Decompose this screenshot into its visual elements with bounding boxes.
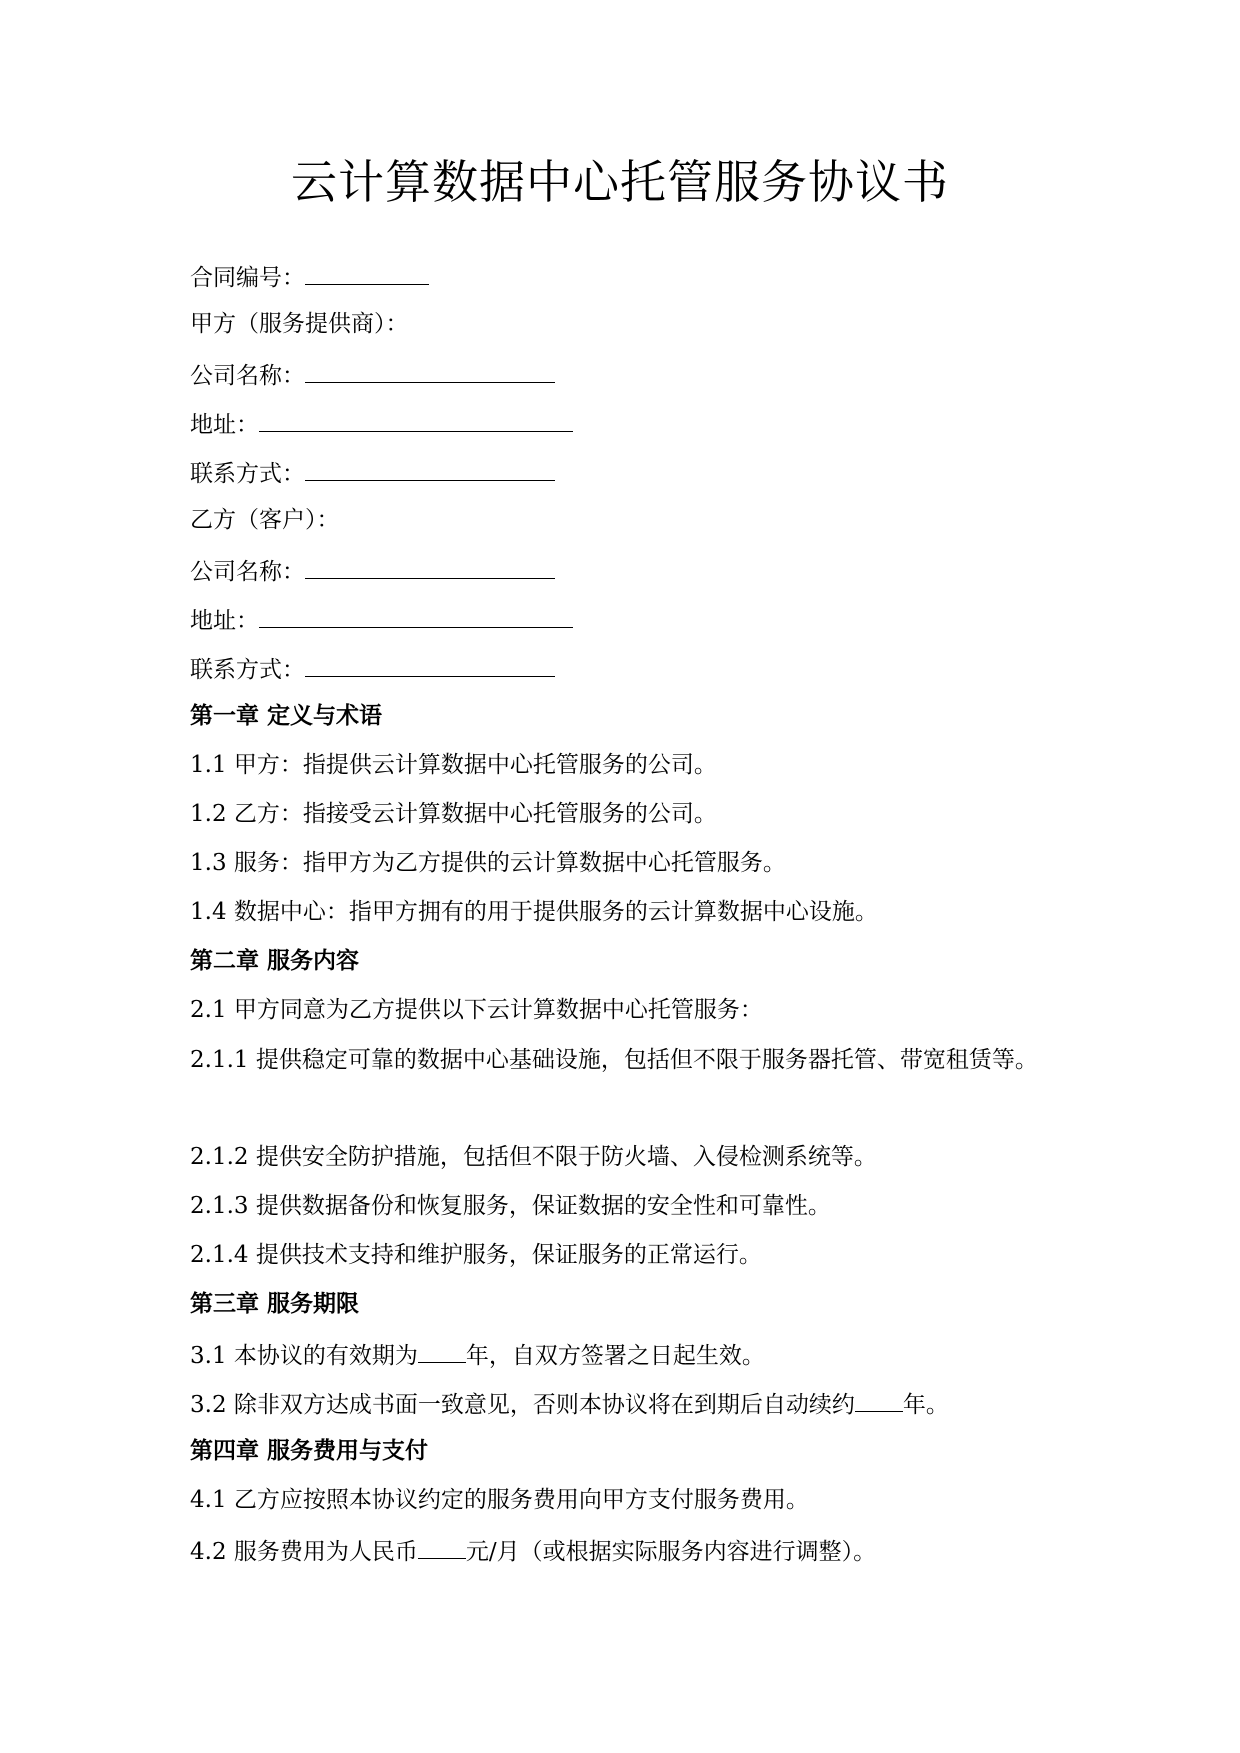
clause-1-1: 1.1 甲方：指提供云计算数据中心托管服务的公司。 [190,752,717,778]
clause-3-1-text-after: 年，自双方签署之日起生效。 [465,1343,765,1369]
party-b-company-blank [305,552,555,579]
clause-2-1-3: 2.1.3 提供数据备份和恢复服务，保证数据的安全性和可靠性。 [190,1193,831,1219]
party-b-company-label: 公司名称： [190,559,305,585]
chapter-4-heading: 第四章 服务费用与支付 [190,1437,429,1464]
party-b-company-line [190,552,555,589]
party-b-address-line [190,601,573,638]
party-b-address-label: 地址： [190,608,259,634]
clause-3-2-text-before: 3.2 除非双方达成书面一致意见，否则本协议将在到期后自动续约 [190,1392,855,1418]
clause-1-2: 1.2 乙方：指接受云计算数据中心托管服务的公司。 [190,801,717,827]
party-b-label: 乙方（客户）： [190,507,340,533]
clause-4-2 [190,1532,876,1569]
clause-4-1: 4.1 乙方应按照本协议约定的服务费用向甲方支付服务费用。 [190,1487,809,1513]
renewal-years-blank [855,1385,903,1412]
clause-3-1 [190,1336,765,1373]
clause-3-1-text-before: 3.1 本协议的有效期为 [190,1343,418,1369]
party-a-address-blank [259,405,573,432]
party-a-company-blank [305,356,555,383]
document-title: 云计算数据中心托管服务协议书 [291,155,949,209]
term-years-blank [418,1336,466,1363]
clause-4-2-text-after: 元/月（或根据实际服务内容进行调整）。 [465,1539,877,1565]
party-a-contact-line [190,454,555,491]
party-a-company-line [190,356,555,393]
party-b-contact-blank [305,650,555,677]
party-a-contact-label: 联系方式： [190,461,305,487]
clause-2-1-1: 2.1.1 提供稳定可靠的数据中心基础设施，包括但不限于服务器托管、带宽租赁等。 [190,1047,1038,1073]
clause-3-2 [190,1385,949,1422]
party-a-address-line [190,405,573,442]
monthly-fee-blank [418,1532,466,1559]
contract-number-label: 合同编号： [190,265,305,291]
party-b-contact-line [190,650,555,687]
contract-number-blank [305,258,429,285]
party-a-contact-blank [305,454,555,481]
clause-4-2-text-before: 4.2 服务费用为人民币 [190,1539,418,1565]
party-a-company-label: 公司名称： [190,363,305,389]
clause-2-1-2: 2.1.2 提供安全防护措施，包括但不限于防火墙、入侵检测系统等。 [190,1144,877,1170]
contract-number-line [190,258,429,295]
party-b-contact-label: 联系方式： [190,657,305,683]
clause-2-1-4: 2.1.4 提供技术支持和维护服务，保证服务的正常运行。 [190,1242,762,1268]
party-a-label: 甲方（服务提供商）： [190,311,409,337]
party-b-address-blank [259,601,573,628]
clause-3-2-text-after: 年。 [902,1392,949,1418]
chapter-1-heading: 第一章 定义与术语 [190,702,383,729]
chapter-2-heading: 第二章 服务内容 [190,947,360,974]
clause-1-4: 1.4 数据中心：指甲方拥有的用于提供服务的云计算数据中心设施。 [190,899,878,925]
clause-1-3: 1.3 服务：指甲方为乙方提供的云计算数据中心托管服务。 [190,850,786,876]
chapter-3-heading: 第三章 服务期限 [190,1290,360,1317]
clause-2-1: 2.1 甲方同意为乙方提供以下云计算数据中心托管服务： [190,997,763,1023]
party-a-address-label: 地址： [190,412,259,438]
